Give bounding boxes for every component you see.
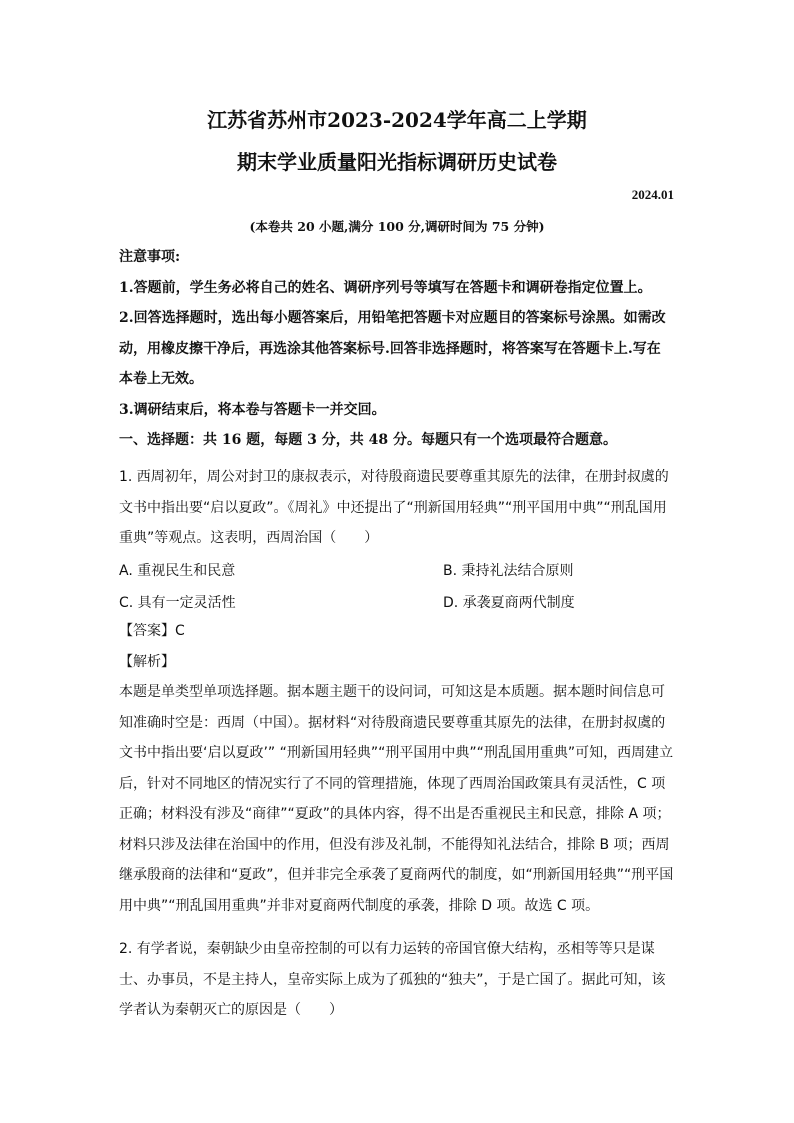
- notice-heading: 注意事项:: [119, 249, 181, 265]
- q1-stem-line2: 文书中指出要“启以夏政”。《周礼》中还提出了“刑新国用轻典”“刑平国用中典”“刑乱国用: [119, 499, 667, 516]
- q1-analysis-label: 【解析】: [119, 653, 175, 670]
- notice-item-1: 1.答题前，学生务必将自己的姓名、调研序列号等填写在答题卡和调研卷指定位置上。: [119, 279, 652, 296]
- question-1: [119, 462, 675, 554]
- notice-item-3: 3.调研结束后，将本卷与答题卡一并交回。: [119, 401, 386, 418]
- q1-option-b: B. 秉持礼法结合原则: [443, 563, 574, 579]
- q1-option-d: D. 承袭夏商两代制度: [443, 595, 575, 611]
- q1-analysis-line1: 本题是单类型单项选择题。据本题主题干的设问词，可知这是本质题。据本题时间信息可: [119, 684, 665, 700]
- q1-option-a: A. 重视民生和民意: [119, 563, 236, 579]
- q1-answer-block: [119, 616, 675, 921]
- q1-analysis-line4: 后，针对不同地区的情况实行了不同的管理措施，体现了西周治国政策具有灵活性，C 项: [119, 775, 666, 792]
- q1-analysis-line5: 正确；材料没有涉及“商律”“夏政”的具体内容，得不出是否重视民主和民意，排除 A 项；: [119, 806, 671, 822]
- notice-item-2-line2: 动，用橡皮擦干净后，再选涂其他答案标号.回答非选择题时，将答案写在答题卡上.写在: [119, 340, 661, 357]
- q1-answer: 【答案】C: [119, 623, 185, 639]
- notice-item-2-line1: 2.回答选择题时，选出每小题答案后，用铅笔把答题卡对应题目的答案标号涂黑。如需改: [119, 310, 666, 326]
- q2-stem-line2: 士、办事员，不是主持人，皇帝实际上成为了孤独的“独夫”，于是亡国了。据此可知，该: [119, 971, 666, 988]
- q1-stem-line3: 重典”等观点。这表明，西周治国（ ）: [119, 530, 379, 546]
- q1-analysis-line2: 知准确时空是：西周（中国）。据材料“对待殷商遗民要尊重其原先的法律，在册封叔虞的: [119, 714, 666, 731]
- q1-stem-line1: 1. 西周初年，周公对封卫的康叔表示，对待殷商遗民要尊重其原先的法律，在册封叔虞的: [119, 469, 669, 485]
- exam-note: (本卷共 20 小题,满分 100 分,调研时间为 75 分钟): [249, 219, 545, 234]
- q2-stem-line3: 学者认为秦朝灭亡的原因是（ ）: [119, 1002, 343, 1018]
- notice-section: [119, 242, 675, 456]
- exam-date: 2024.01: [631, 187, 674, 202]
- q1-analysis-line3: 文书中指出要‘启以夏政’” “刑新国用轻典”“刑平国用中典”“刑乱国用重典”可知，西周建立: [119, 745, 674, 761]
- notice-item-2-line3: 本卷上无效。: [119, 371, 203, 387]
- exam-title-line1: 江苏省苏州市2023-2024学年高二上学期: [207, 108, 587, 132]
- q1-analysis-line7: 继承殷商的法律和“夏政”，但并非完全承袭了夏商两代的制度，如“刑新国用轻典”“刑平国: [119, 867, 674, 883]
- exam-title-line2: 期末学业质量阳光指标调研历史试卷: [237, 150, 557, 174]
- question-2: [119, 934, 675, 1026]
- q1-analysis-line6: 材料只涉及法律在治国中的作用，但没有涉及礼制，不能得知礼法结合，排除 B 项；西周: [119, 836, 670, 853]
- section1-heading: 一、选择题：共 16 题，每题 3 分，共 48 分。每题只有一个选项最符合题意。: [119, 432, 617, 448]
- q1-option-c: C. 具有一定灵活性: [119, 595, 236, 611]
- q2-stem-line1: 2. 有学者说，秦朝缺少由皇帝控制的可以有力运转的帝国官僚大结构，丞相等等只是谋: [119, 941, 655, 957]
- q1-analysis-line8: 用中典”“刑乱国用重典”并非对夏商两代制度的承袭，排除 D 项。故选 C 项。: [119, 897, 600, 914]
